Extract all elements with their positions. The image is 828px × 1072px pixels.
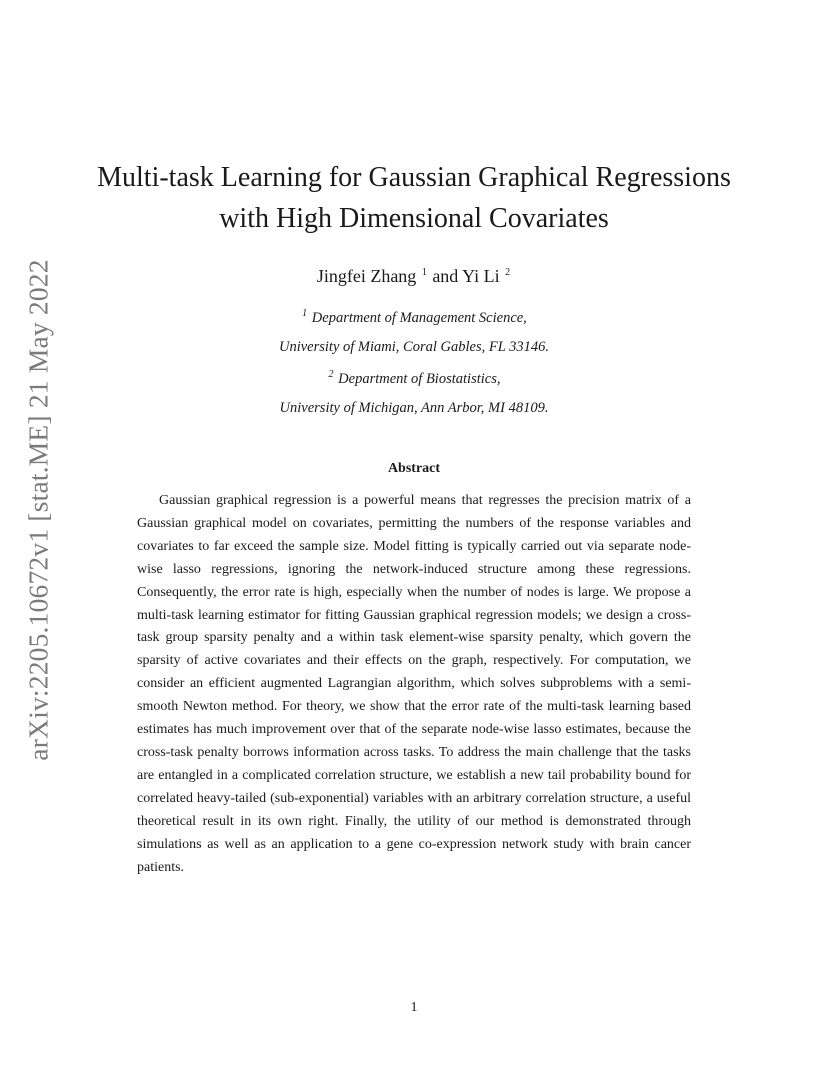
affiliation-2-department: Department of Biostatistics, (338, 370, 501, 387)
affiliation-2-line-2 (0, 400, 828, 417)
arxiv-identifier-text: arXiv:2205.10672v1 [stat.ME] 21 May 2022 (23, 258, 55, 761)
abstract-heading: Abstract (387, 461, 441, 476)
affiliation-2-line-1 (0, 369, 828, 388)
affiliation-1-mark: 1 (302, 308, 308, 319)
paper-title-line-1: Multi-task Learning for Gaussian Graphical Regressions (97, 162, 731, 193)
author-list (0, 266, 828, 287)
author-2-name: Yi Li (462, 266, 500, 286)
affiliation-1-department: Department of Management Science, (311, 309, 527, 326)
author-2-affiliation-mark: 2 (505, 267, 511, 278)
affiliation-1-line-2 (0, 339, 828, 356)
author-connector: and (432, 266, 459, 286)
abstract-body: Gaussian graphical regression is a powerful means that regresses the precision matrix of a Gaussian graphical model on covariates, permitting the numbers of the response variables and covariates to far exceed the sample size. Model fitting is typically carried out via separate node-wise lasso regressions, ignoring the network-induced structure among these regressions. Consequently, the error rate is high, especially when the number of nodes is large. We propose a multi-task learning estimator for fitting Gaussian graphical regression models; we design a cross-task group sparsity penalty and a within task element-wise sparsity penalty, which govern the sparsity of active covariates and their effects on the graph, respectively. For computation, we consider an efficient augmented Lagrangian algorithm, which solves subproblems with a semi-smooth Newton method. For theory, we show that the error rate of the multi-task learning based estimates has much improvement over that of the separate node-wise lasso estimates, because the cross-task penalty borrows information across tasks. To address the main challenge that the tasks are entangled in a complicated correlation structure, we establish a new tail probability bound for correlated heavy-tailed (sub-exponential) variables with an arbitrary correlation structure, a useful theoretical result in its own right. Finally, the utility of our method is demonstrated through simulations as well as an application to a gene co-expression network study with brain cancer patients. (137, 493, 691, 875)
affiliation-2-institution: University of Michigan, Ann Arbor, MI 48109. (279, 400, 549, 416)
author-1-affiliation-mark: 1 (421, 267, 427, 278)
page-number: 1 (410, 1000, 418, 1015)
paper-title-line-2: with High Dimensional Covariates (219, 203, 609, 234)
affiliation-1-institution: University of Miami, Coral Gables, FL 33146. (279, 339, 549, 355)
affiliation-2-mark: 2 (328, 369, 334, 380)
affiliation-1-line-1 (0, 308, 828, 327)
author-1-name: Jingfei Zhang (316, 266, 417, 286)
